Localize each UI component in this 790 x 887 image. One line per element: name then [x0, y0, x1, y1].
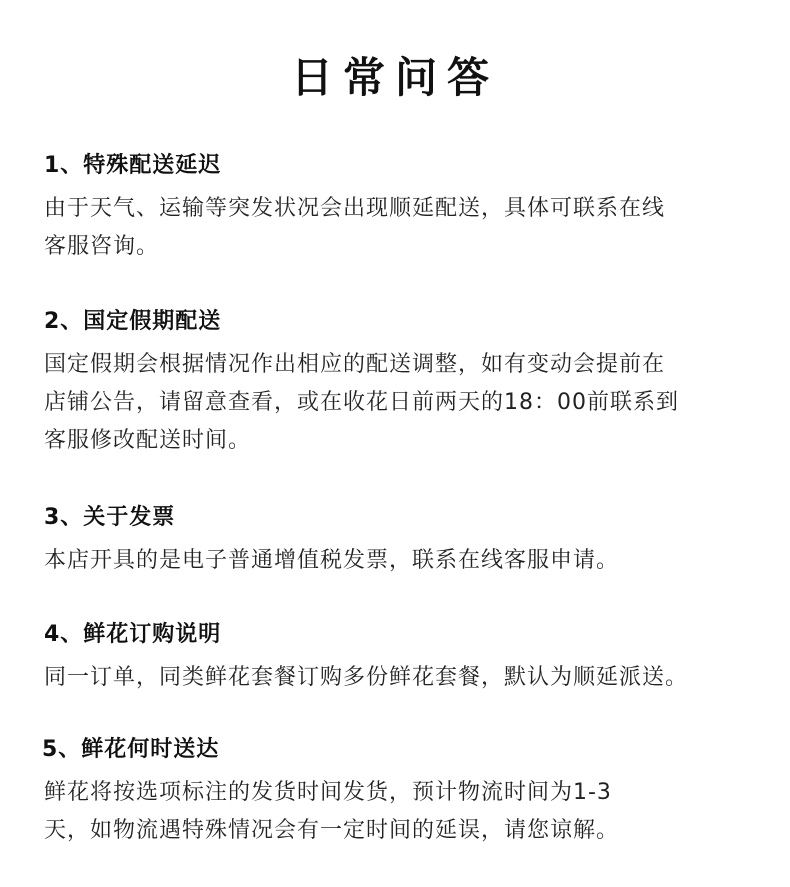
faq-answer-line: 由于天气、运输等突发状况会出现顺延配送，具体可联系在线 — [44, 196, 666, 221]
faq-answer-line: 本店开具的是电子普通增值税发票，联系在线客服申请。 — [44, 548, 620, 573]
faq-item-order-instructions — [44, 620, 764, 697]
faq-item-holiday-delivery — [44, 307, 764, 460]
faq-answer — [44, 346, 764, 460]
faq-answer — [44, 542, 764, 580]
faq-item-special-delivery-delay — [44, 151, 764, 266]
faq-answer-line: 国定假期会根据情况作出相应的配送调整，如有变动会提前在 — [44, 352, 666, 377]
faq-question: 3、关于发票 — [44, 505, 176, 530]
page-title: 日常问答 — [290, 53, 499, 102]
faq-answer-line: 店铺公告，请留意查看，或在收花日前两天的18：00前联系到 — [44, 390, 679, 415]
faq-item-delivery-time — [42, 735, 762, 850]
faq-question: 4、鲜花订购说明 — [44, 622, 222, 647]
faq-answer-line: 客服咨询。 — [44, 234, 160, 259]
faq-question: 5、鲜花何时送达 — [42, 737, 220, 762]
faq-answer — [42, 774, 762, 850]
faq-answer — [44, 190, 764, 266]
faq-answer-line: 天，如物流遇特殊情况会有一定时间的延误，请您谅解。 — [44, 818, 620, 843]
faq-answer — [44, 659, 764, 697]
faq-item-invoice — [44, 503, 764, 580]
faq-answer-line: 鲜花将按选项标注的发货时间发货，预计物流时间为1-3 — [44, 780, 612, 805]
faq-question: 2、国定假期配送 — [44, 309, 222, 334]
faq-question: 1、特殊配送延迟 — [44, 153, 222, 178]
faq-answer-line: 客服修改配送时间。 — [44, 428, 252, 453]
faq-answer-line: 同一订单，同类鲜花套餐订购多份鲜花套餐，默认为顺延派送。 — [44, 665, 689, 690]
